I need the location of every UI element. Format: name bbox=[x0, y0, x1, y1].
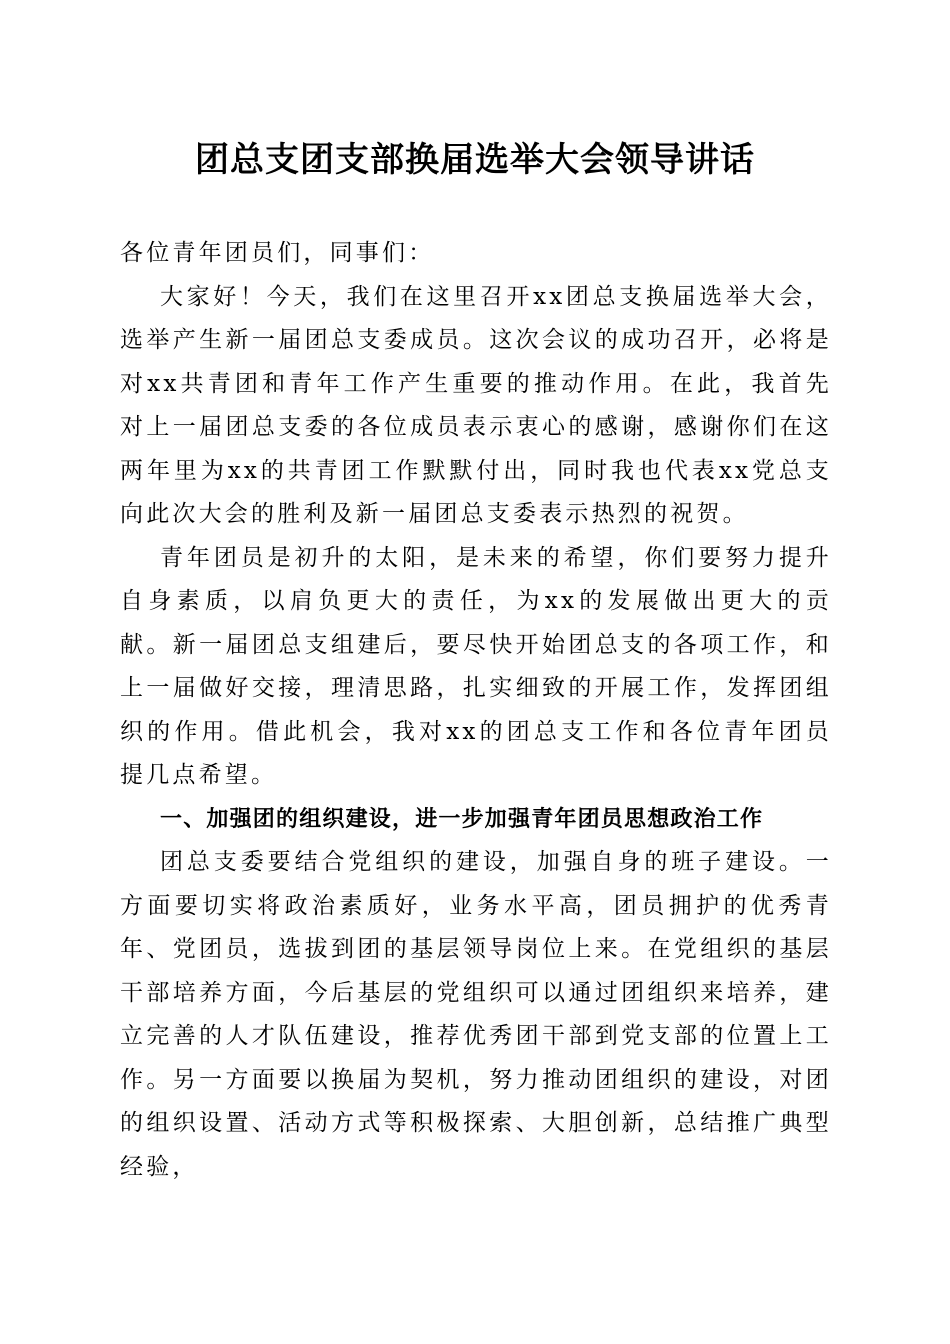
paragraph-opening: 大家好！今天，我们在这里召开xx团总支换届选举大会，选举产生新一届团总支委成员。这次会议的成功召开，必将是对xx共青团和青年工作产生重要的推动作用。在此，我首先对上一届团总支委的各位成员表示衷心的感谢，感谢你们在这两年里为xx的共青团工作默默付出，同时我也代表xx党总支向此次大会的胜利及新一届团总支委表示热烈的祝贺。 bbox=[120, 283, 832, 527]
document-title: 团总支团支部换届选举大会领导讲话 bbox=[195, 140, 755, 180]
section-heading: 一、加强团的组织建设，进一步加强青年团员思想政治工作 bbox=[160, 806, 764, 832]
paragraph-section-one: 团总支委要结合党组织的建设，加强自身的班子建设。一方面要切实将政治素质好，业务水平高，团员拥护的优秀青年、党团员，选拔到团的基层领导岗位上来。在党组织的基层干部培养方面，今后基层的党组织可以通过团组织来培养，建立完善的人才队伍建设，推荐优秀团干部到党支部的位置上工作。另一方面要以换届为契机，努力推动团组织的建设，对团的组织设置、活动方式等积极探索、大胆创新，总结推广典型经验， bbox=[120, 849, 832, 1180]
paragraph-hopes: 青年团员是初升的太阳，是未来的希望，你们要努力提升自身素质，以肩负更大的责任，为xx的发展做出更大的贡献。新一届团总支组建后，要尽快开始团总支的各项工作，和上一届做好交接，理清思路，扎实细致的开展工作，发挥团组织的作用。借此机会，我对xx的团总支工作和各位青年团员提几点希望。 bbox=[120, 544, 832, 788]
salutation: 各位青年团员们，同事们： bbox=[120, 240, 435, 266]
document-body bbox=[120, 232, 832, 1189]
